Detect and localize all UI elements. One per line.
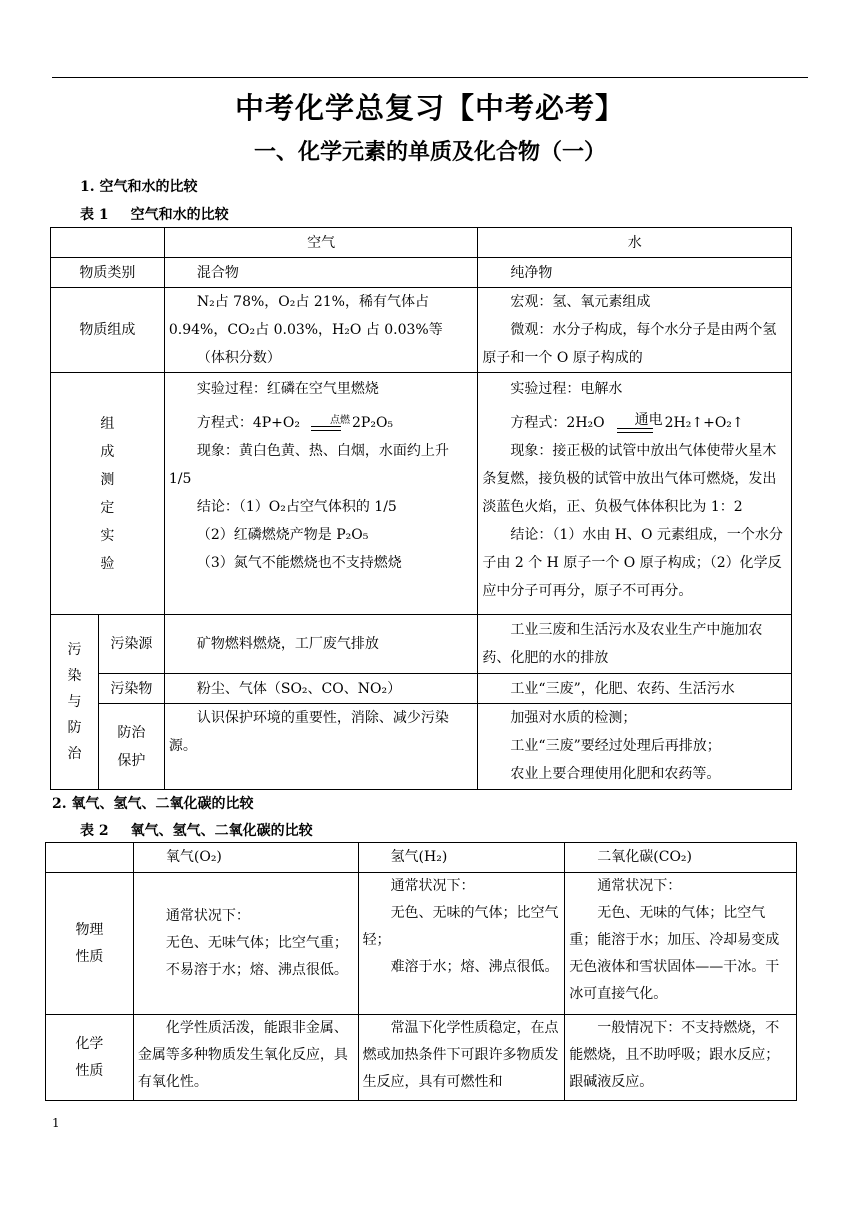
cell-co2 [565,873,797,1015]
table1-row-pollution-source [51,615,792,674]
eq-prefix: 方程式：2H₂O [510,415,605,431]
cell-o2 [133,873,358,1015]
cell-air: 矿物燃料燃烧，工厂废气排放 [164,615,478,674]
row-label: 污染物 [98,674,164,704]
measure: 农业上要合理使用化肥和农药等。 [510,766,721,782]
cell-air: 混合物 [164,258,478,288]
text-line: 难溶于水；熔、沸点很低。 [390,959,559,975]
composition-micro: 微观：水分子构成，每个水分子是由两个氢原子和一个 O 原子构成的 [482,322,777,366]
text-line: 通常状况下： [165,908,250,924]
equal-sign [617,428,653,433]
conclusion: 结论：（1）O₂占空气体积的 1/5 [196,499,397,515]
char: 染 [67,668,82,684]
measure: 工业“三废”要经过处理后再排放； [510,738,721,754]
cell-water: 工业三废和生活污水及农业生产中施加农药、化肥的水的排放 [478,615,792,674]
table1 [50,227,792,790]
table1-row-prevention [51,704,792,790]
char: 验 [100,555,115,572]
cell-air [164,373,478,615]
table1-row-composition [51,288,792,373]
page-title: 中考化学总复习【中考必考】 [234,91,625,125]
cell-h2 [358,873,565,1015]
table1-header-water: 水 [478,228,792,258]
table1-caption-no: 表 1 [80,207,109,223]
process: 实验过程：红磷在空气里燃烧 [196,381,379,397]
pollution-label-vertical [51,615,99,790]
page-number: 1 [52,1116,60,1130]
cell-air [164,288,478,373]
table2-header-blank [46,843,134,873]
cell-water [478,288,792,373]
label-line: 保护 [117,752,146,769]
equal-sign [311,426,341,431]
table2-header-o2: 氧气(O₂) [133,843,358,873]
table1-caption [80,204,251,224]
table1-header-blank [51,228,165,258]
row-label: 污染源 [98,615,164,674]
label-line: 性质 [75,948,104,965]
char: 污 [67,642,82,658]
cell-air: 粉尘、气体（SO₂、CO、NO₂） [164,674,478,704]
char: 测 [100,471,115,488]
char: 成 [100,443,115,460]
char: 定 [100,499,115,516]
text-line: 无色、无味的气体；比空气重；能溶于水；加压、冷却易变成无色液体和雪状固体——干冰。干冰可直接气化。 [569,905,780,1002]
phenomenon: 现象：黄白色黄、热、白烟，水面约上升 1/5 [168,443,449,487]
composition-macro: 宏观：氢、氧元素组成 [510,294,651,310]
conclusion: 结论：（1）水由 H、O 元素组成，一个水分子由 2 个 H 原子一个 O 原子构成；（2）化学反应中分子可再分，原子不可再分。 [482,527,783,599]
text-line: 通常状况下： [390,878,475,894]
char: 组 [100,415,115,432]
reaction-arrow [302,415,350,431]
table2-caption-no: 表 2 [80,823,109,839]
label-line: 性质 [75,1062,104,1079]
reaction-arrow [607,413,663,433]
table2 [45,842,797,1101]
label-line: 化学 [75,1035,104,1052]
eq-product: 2H₂↑+O₂↑ [664,415,744,431]
row-label [46,1015,134,1101]
row-label-vertical [51,373,165,615]
label-line: 防治 [117,724,146,741]
table2-caption [80,820,335,840]
table1-caption-text: 空气和水的比较 [130,207,229,223]
cell-air: 认识保护环境的重要性，消除、减少污染源。 [164,704,478,790]
cell-water [478,704,792,790]
row-label: 物质类别 [51,258,165,288]
text-line: 无色、无味的气体；比空气轻； [362,905,559,948]
char: 治 [67,746,82,762]
table1-header-row [51,228,792,258]
table1-header-air: 空气 [164,228,478,258]
char: 防 [67,720,82,736]
composition-note: （体积分数） [196,350,281,366]
table2-row-chemical [46,1015,797,1101]
section2-heading: 2. 氧气、氢气、二氧化碳的比较 [52,796,254,812]
conclusion: （2）红磷燃烧产物是 P₂O₅ [196,527,369,543]
phenomenon: 现象：接正极的试管中放出气体使带火星木条复燃，接负极的试管中放出气体可燃烧，发出淡蓝色火焰，正、负极气体体积比为 1：2 [482,443,777,515]
table2-header-co2: 二氧化碳(CO₂) [565,843,797,873]
table1-row-pollutant [51,674,792,704]
eq-condition: 点燃 [330,415,351,426]
cell-water [478,373,792,615]
eq-prefix: 方程式：4P+O₂ [196,415,301,431]
page-subtitle: 一、化学元素的单质及化合物（一） [253,139,606,165]
cell-o2: 化学性质活泼，能跟非金属、金属等多种物质发生氧化反应，具有氧化性。 [133,1015,358,1101]
eq-product: 2P₂O₅ [352,415,394,431]
table2-caption-text: 氧气、氢气、二氧化碳的比较 [130,823,313,839]
equation [482,409,787,437]
table1-row-category [51,258,792,288]
char: 实 [100,527,115,544]
cell-water: 工业“三废”，化肥、农药、生活污水 [478,674,792,704]
text-line: 无色、无味气体；比空气重； [165,935,348,951]
equation [169,409,474,437]
cell-co2: 一般情况下：不支持燃烧，不能燃烧，且不助呼吸；跟水反应；跟碱液反应。 [565,1015,797,1101]
label-line: 物理 [75,921,104,938]
composition-text: N₂占 78%，O₂占 21%，稀有气体占 0.94%，CO₂占 0.03%，H₂O 占 0.03%等 [168,294,443,338]
process: 实验过程：电解水 [510,381,623,397]
cell-water: 纯净物 [478,258,792,288]
table2-header-row [46,843,797,873]
table2-row-physical [46,873,797,1015]
row-label: 物质组成 [51,288,165,373]
char: 与 [67,694,82,710]
cell-h2: 常温下化学性质稳定，在点燃或加热条件下可跟许多物质发生反应，具有可燃性和 [358,1015,565,1101]
table2-header-h2: 氢气(H₂) [358,843,565,873]
header-rule [52,77,808,78]
text-line: 不易溶于水；熔、沸点很低。 [165,962,348,978]
text-line: 通常状况下： [597,878,682,894]
table1-row-experiment [51,373,792,615]
conclusion: （3）氮气不能燃烧也不支持燃烧 [196,555,402,571]
row-label [98,704,164,790]
section1-heading: 1. 空气和水的比较 [80,179,198,195]
eq-condition: 通电 [634,412,663,428]
measure: 加强对水质的检测； [510,710,637,726]
row-label [46,873,134,1015]
